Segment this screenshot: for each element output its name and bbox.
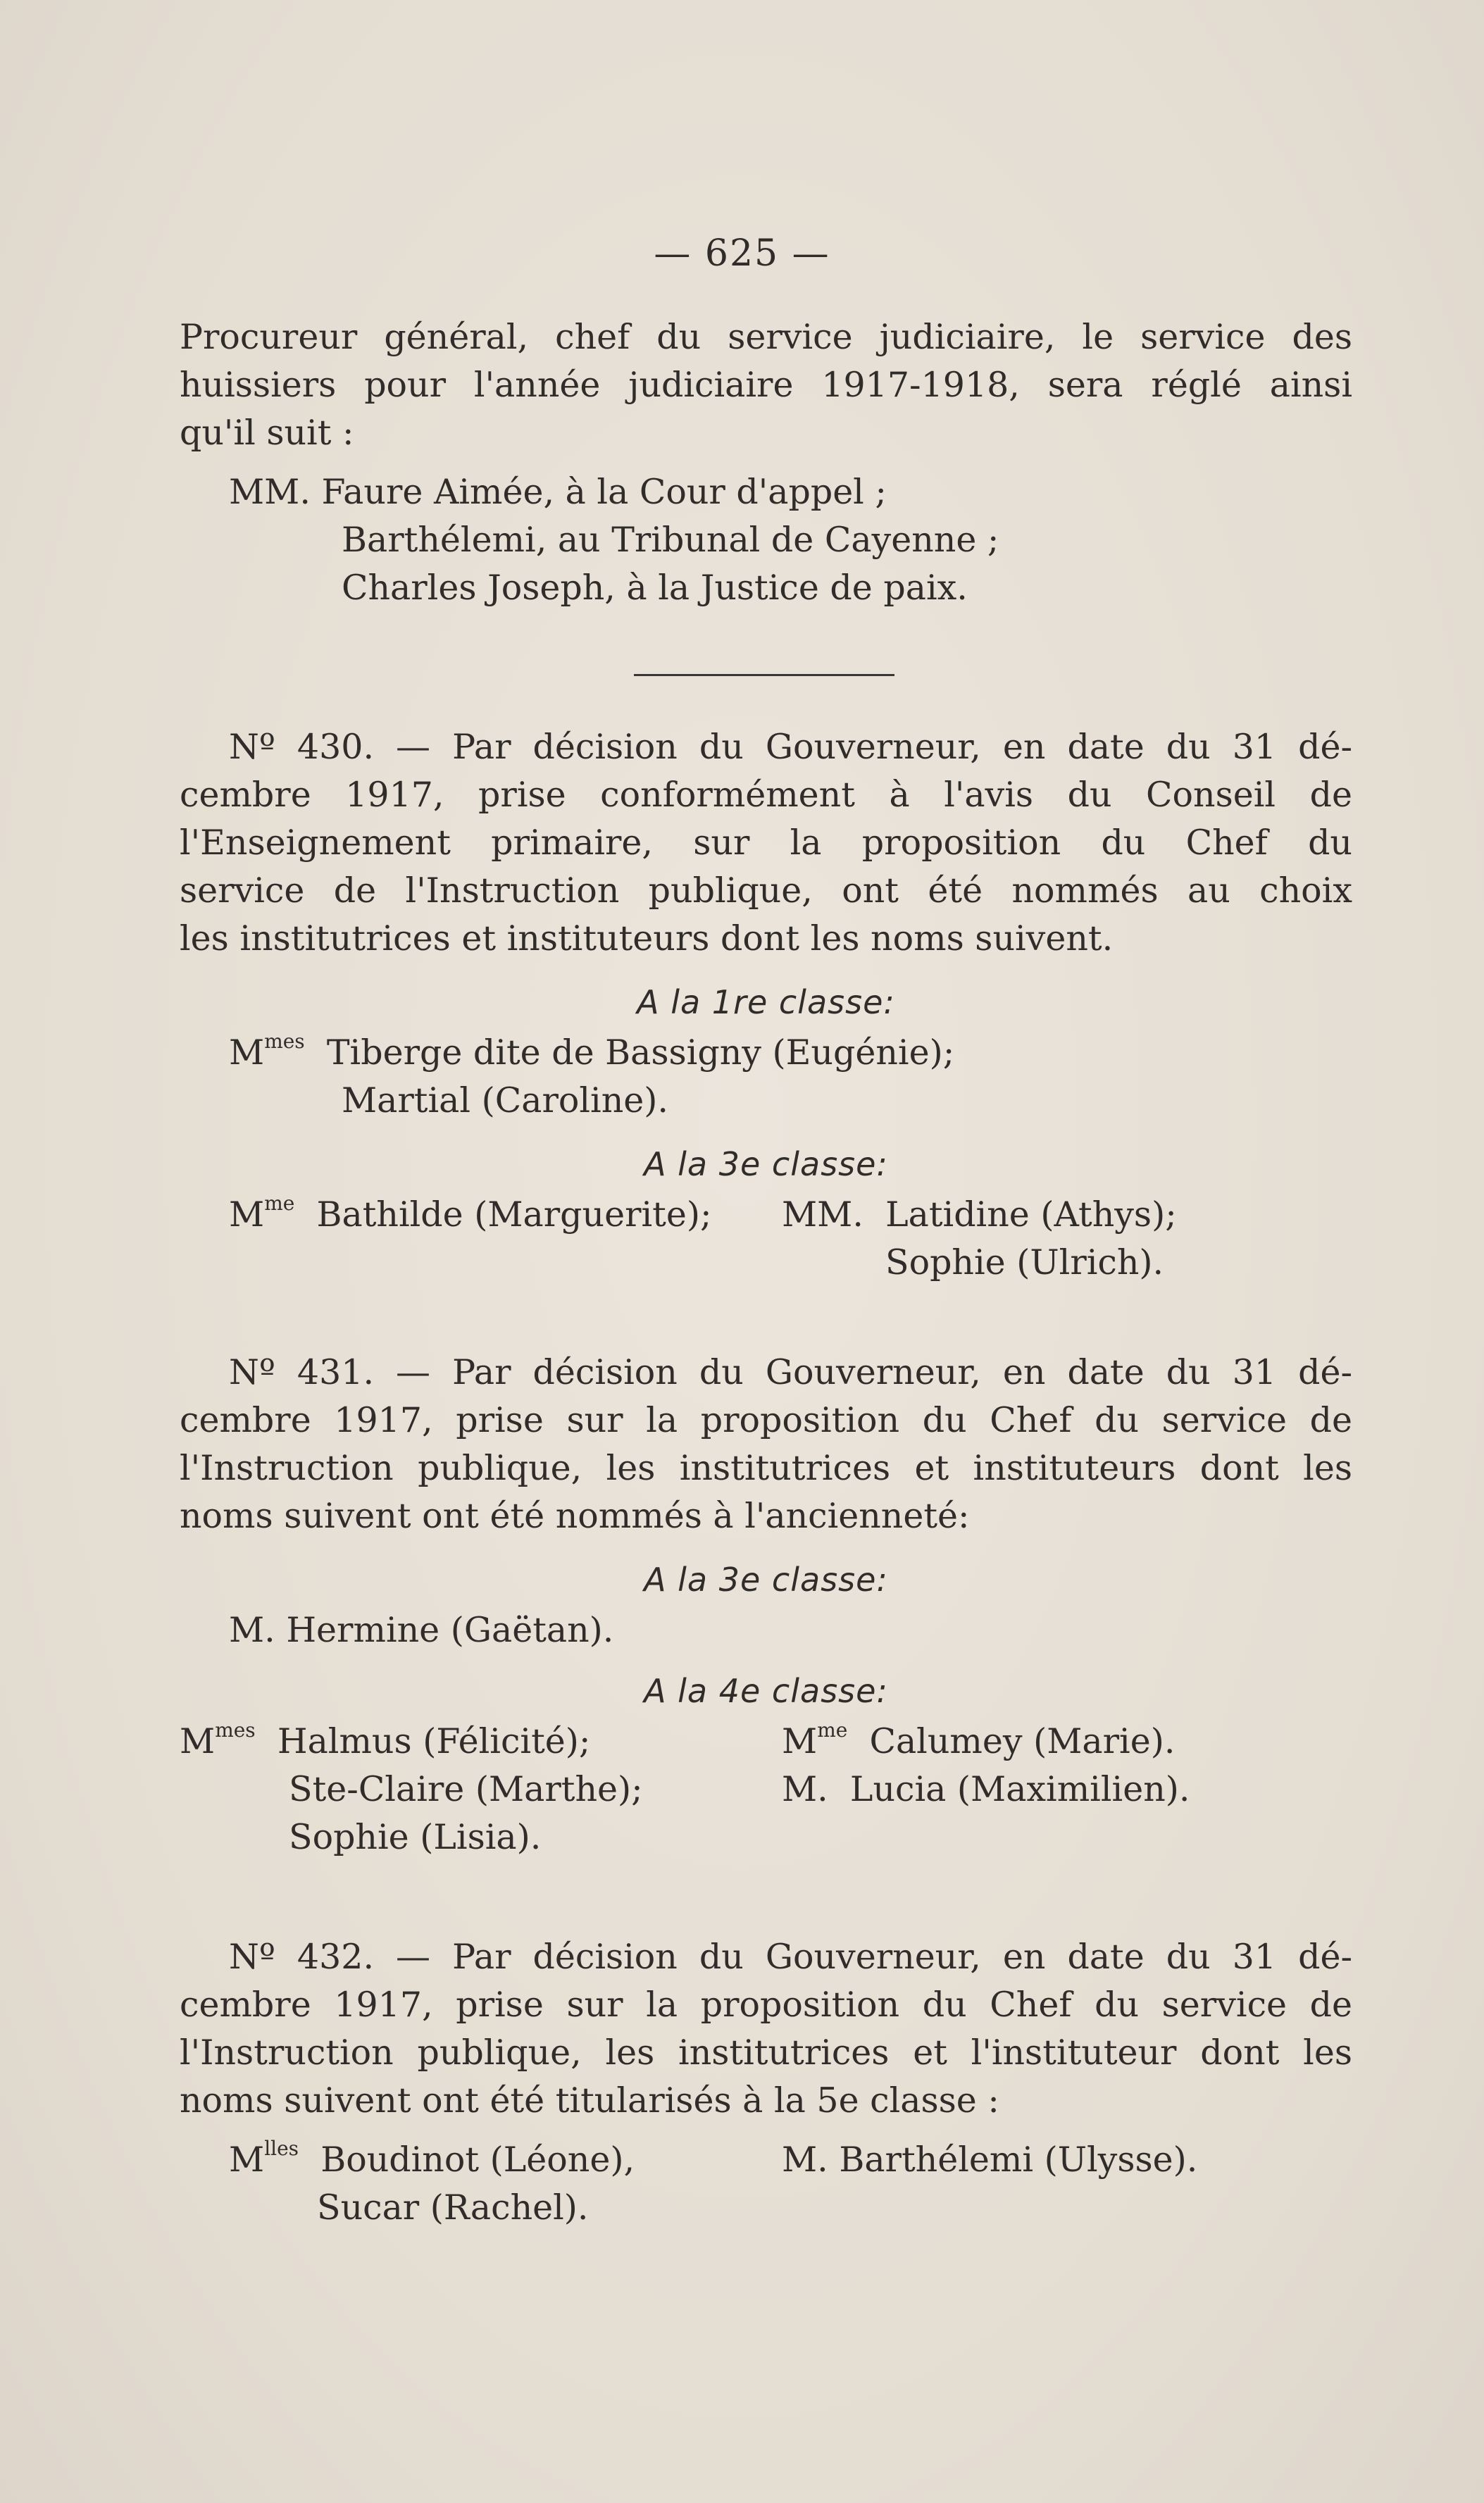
text-line: huissiers pour l'année judiciaire 1917-1918, sera réglé ainsi: [180, 365, 1352, 405]
name-line: $M^{mes}$ Halmus (Félicité);: [180, 1718, 591, 1761]
text-line: Procureur général, chef du service judiciaire, le service des: [180, 317, 1352, 357]
name-line: M. Barthélemi (Ulysse).: [782, 2140, 1198, 2180]
name-block: [180, 2136, 1352, 2232]
name-line: $M^{mes}$ Tiberge dite de Bassigny (Eugénie);: [229, 1029, 955, 1073]
name-line: $M^{lles}$ Boudinot (Léone),: [229, 2136, 635, 2180]
text-line: service de l'Instruction publique, ont été nommés au choix: [180, 870, 1352, 911]
class-heading: A la 4e classe:: [644, 1672, 888, 1710]
text-line: l'Instruction publique, les institutrices et instituteurs dont les: [180, 1448, 1352, 1488]
section-divider: [634, 674, 894, 676]
text-line: cembre 1917, prise conformément à l'avis du Conseil de: [180, 775, 1352, 815]
decision-431: [180, 1349, 1352, 1861]
text-line: qu'il suit :: [180, 413, 354, 453]
intro-paragraph: [180, 313, 1352, 612]
text-line: noms suivent ont été titularisés à la 5e classe :: [180, 2080, 999, 2121]
decision-430: [180, 723, 1352, 1287]
name-line: $M^{me}$ Calumey (Marie).: [782, 1718, 1176, 1761]
name-block: [180, 1718, 1352, 1861]
text-line: cembre 1917, prise sur la proposition du Chef du service de: [180, 1400, 1352, 1440]
name-line: M. Hermine (Gaëtan).: [229, 1610, 614, 1650]
name-line: $M^{me}$ Bathilde (Marguerite);: [229, 1191, 712, 1235]
class-heading: A la 1re classe:: [637, 983, 895, 1021]
huissier-line: Charles Joseph, à la Justice de paix.: [342, 568, 968, 608]
text-line: Nº 432. — Par décision du Gouverneur, en date du 31 dé-: [229, 1937, 1352, 1977]
text-line: l'Instruction publique, les institutrices et l'instituteur dont les: [180, 2033, 1352, 2073]
text-line: cembre 1917, prise sur la proposition du Chef du service de: [180, 1985, 1352, 2025]
name-line: Martial (Caroline).: [342, 1080, 668, 1121]
text-line: Nº 431. — Par décision du Gouverneur, en date du 31 dé-: [229, 1352, 1352, 1392]
name-line: M. Lucia (Maximilien).: [782, 1769, 1190, 1809]
class-heading: A la 3e classe:: [644, 1145, 888, 1183]
decision-432: [180, 1933, 1352, 2232]
name-line: Sophie (Lisia).: [289, 1817, 542, 1857]
text-line: noms suivent ont été nommés à l'ancienneté:: [180, 1496, 970, 1536]
name-block: [180, 1029, 1352, 1125]
name-line: Ste-Claire (Marthe);: [289, 1769, 643, 1809]
page-number: — 625 —: [654, 232, 830, 275]
text-line: Nº 430. — Par décision du Gouverneur, en date du 31 dé-: [229, 727, 1352, 767]
text-line: les institutrices et instituteurs dont les noms suivent.: [180, 918, 1114, 959]
name-block: [180, 1191, 1352, 1287]
name-line: MM. Latidine (Athys);: [782, 1194, 1177, 1235]
huissier-line: Barthélemi, au Tribunal de Cayenne ;: [342, 520, 999, 560]
huissier-line: MM. Faure Aimée, à la Cour d'appel ;: [229, 472, 887, 512]
text-line: l'Enseignement primaire, sur la proposition du Chef du: [180, 823, 1352, 863]
class-heading: A la 3e classe:: [644, 1561, 888, 1599]
name-line: Sucar (Rachel).: [317, 2187, 589, 2228]
name-line: Sophie (Ulrich).: [885, 1242, 1164, 1282]
